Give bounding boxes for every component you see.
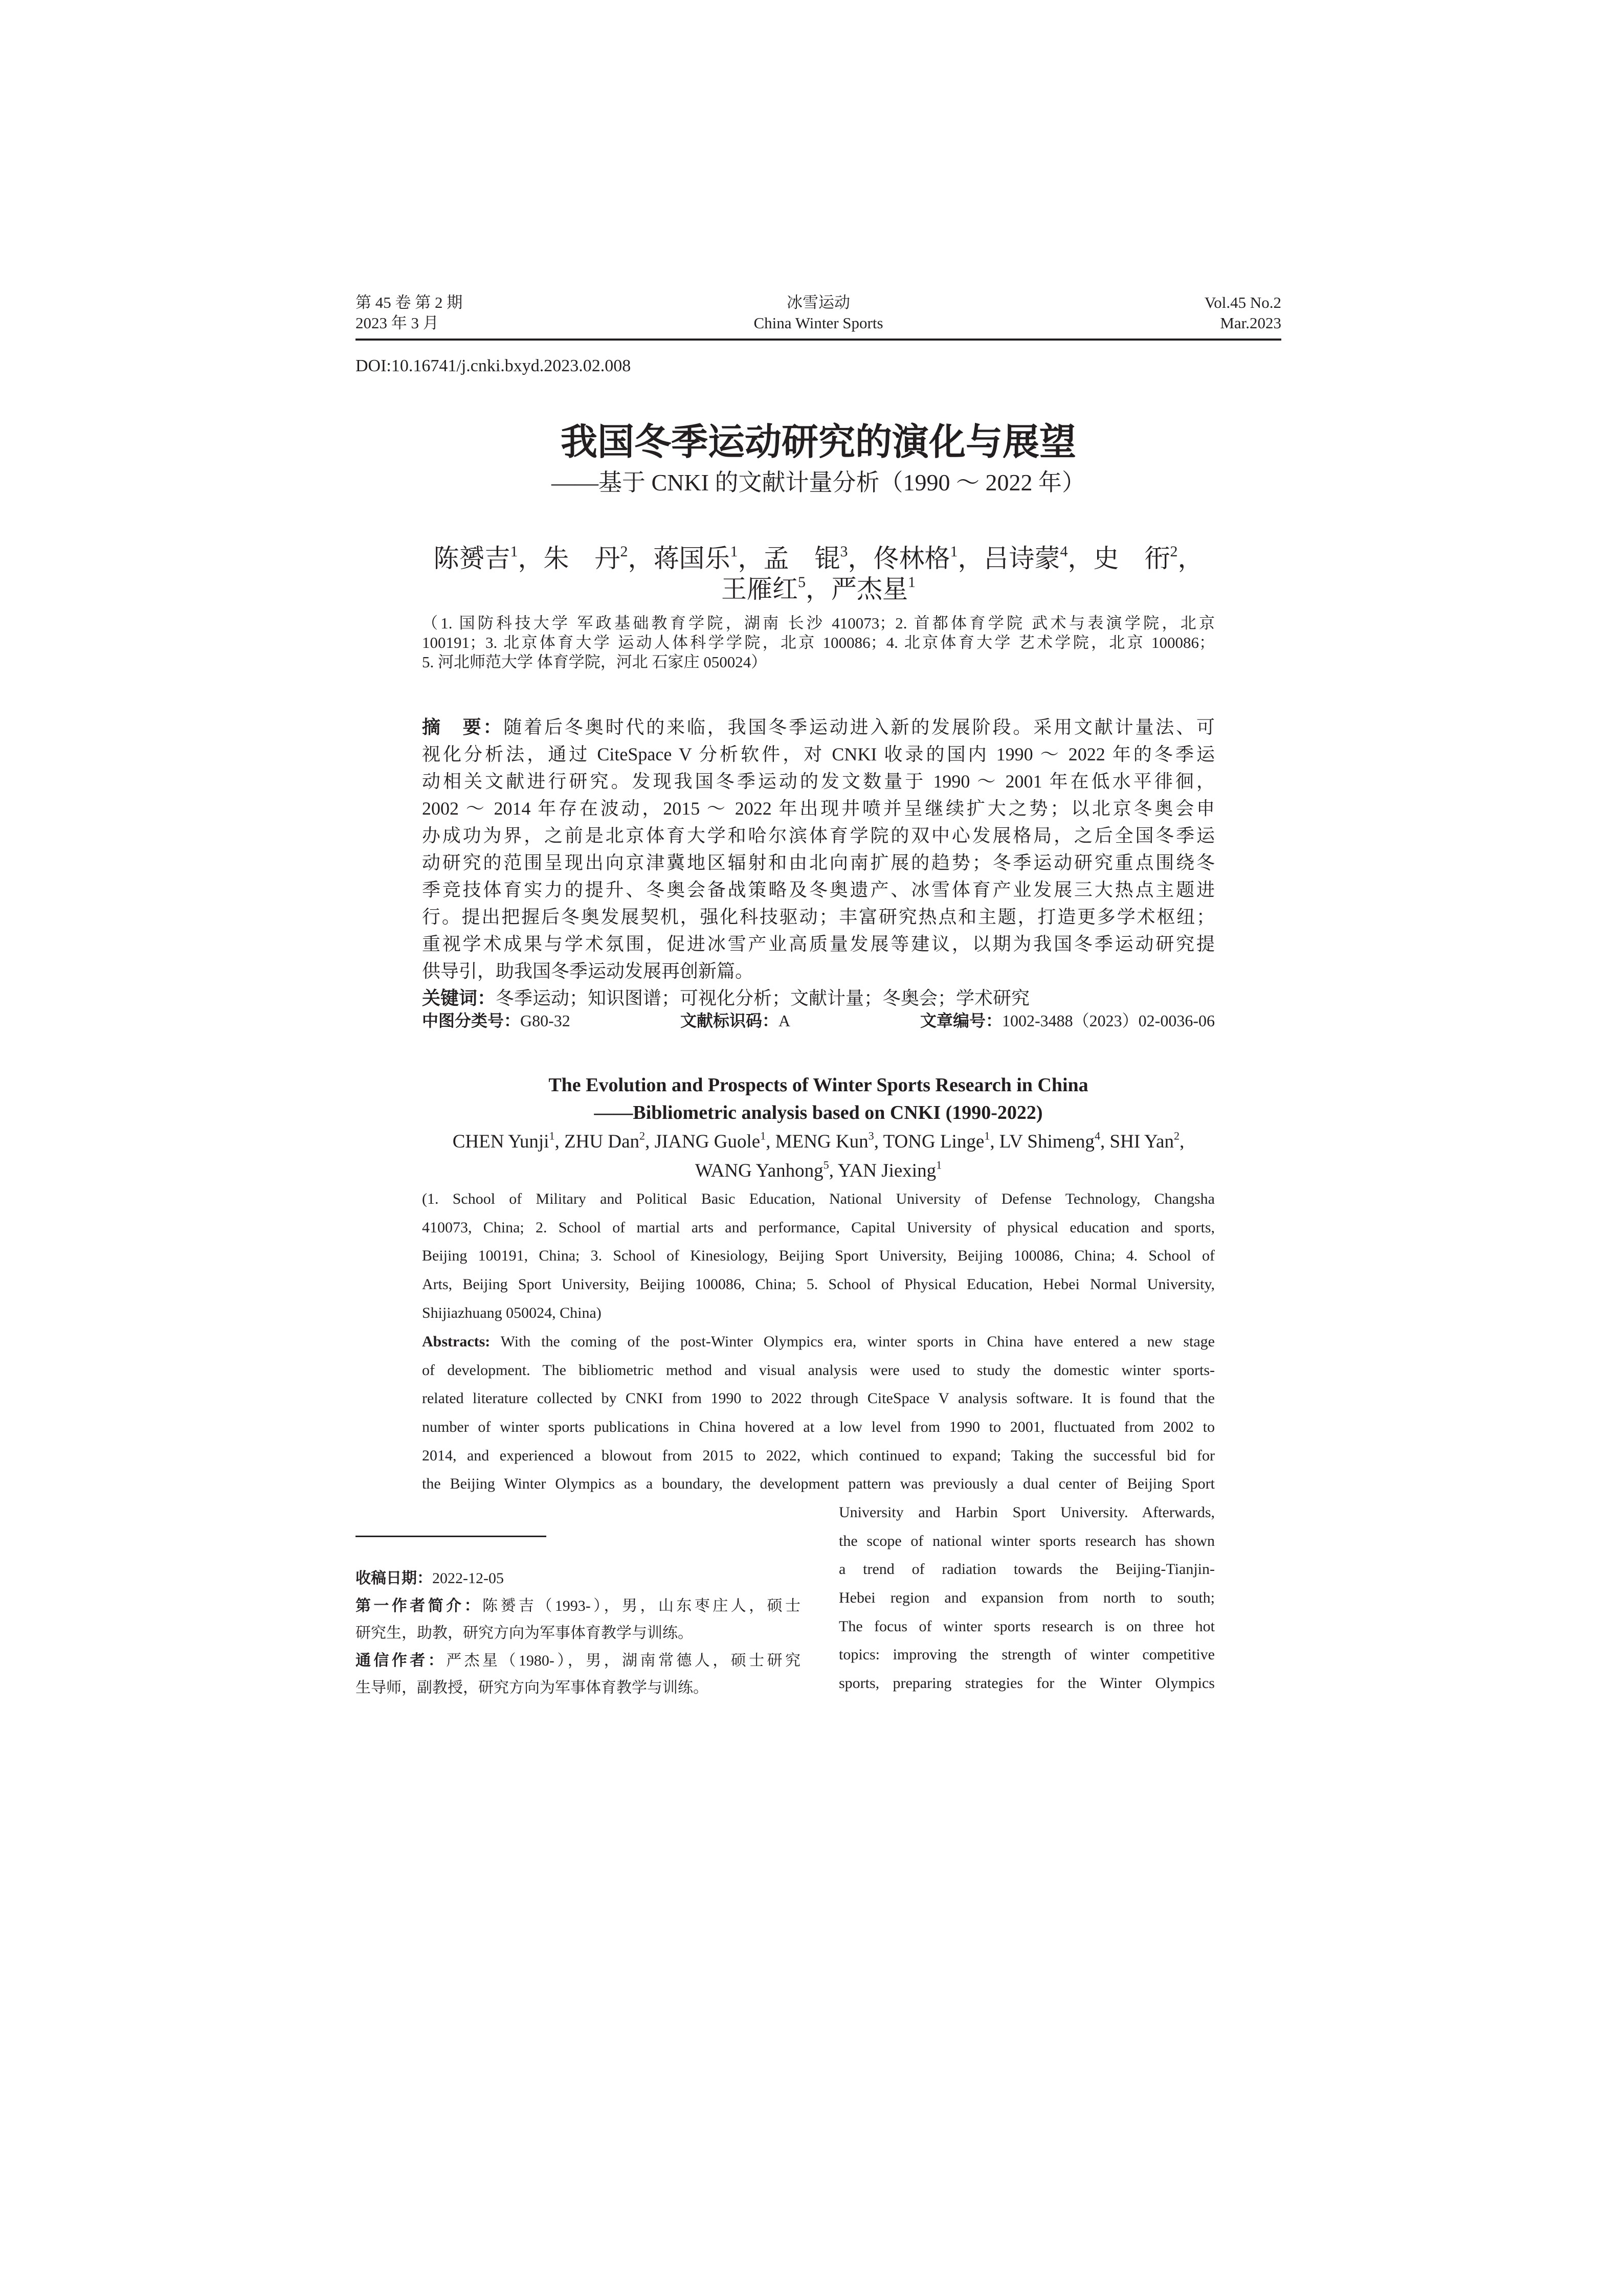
author-name: TONG Linge bbox=[883, 1131, 985, 1152]
header-journal bbox=[665, 292, 972, 333]
clc-label: 中图分类号： bbox=[422, 1011, 521, 1030]
abstract-en-line: related literature collected by CNKI from 1990 to 2022 through CiteSpace V analysis software. It is found that the bbox=[422, 1390, 1215, 1407]
abstract-en-line: a trend of radiation towards the Beijing-Tianjin- bbox=[839, 1561, 1215, 1578]
author-name: 严杰星 bbox=[831, 575, 908, 603]
corresponding-label: 通信作者： bbox=[355, 1652, 447, 1669]
author bbox=[999, 1131, 1100, 1152]
author bbox=[831, 575, 916, 603]
affiliation-en-line: Arts, Beijing Sport University, Beijing 100086, China; 5. School of Physical Education, Hebei Normal University, bbox=[422, 1276, 1215, 1293]
author-name: JIANG Guole bbox=[654, 1131, 761, 1152]
keywords-label: 关键词： bbox=[422, 988, 496, 1008]
article-number bbox=[920, 1009, 1215, 1032]
author-name: 史 衎 bbox=[1093, 544, 1170, 573]
header-volume: 第 45 卷 第 2 期 bbox=[355, 294, 463, 311]
author-name: WANG Yanhong bbox=[695, 1160, 824, 1181]
author bbox=[764, 544, 848, 573]
affiliation-en-line: (1. School of Military and Political Basic Education, National University of Defense Technology, Changsha bbox=[422, 1190, 1215, 1207]
received-date bbox=[355, 1565, 800, 1592]
author-affiliation-mark: 4 bbox=[1094, 1129, 1101, 1142]
author-affiliation-mark: 3 bbox=[840, 543, 848, 560]
author bbox=[453, 1131, 555, 1152]
abstract-cn-line: 重视学术成果与学术氛围，促进冰雪产业高质量发展等建议，以期为我国冬季运动研究提 bbox=[422, 934, 1215, 954]
journal-name-en: China Winter Sports bbox=[753, 314, 883, 332]
document-code bbox=[680, 1009, 790, 1032]
author bbox=[654, 544, 738, 573]
subtitle-cn: ——基于 CNKI 的文献计量分析（1990 ～ 2022 年） bbox=[551, 469, 1085, 496]
author bbox=[544, 544, 628, 573]
subtitle-en: ——Bibliometric analysis based on CNKI (1990-2022) bbox=[594, 1102, 1043, 1123]
author-affiliation-mark: 1 bbox=[549, 1129, 555, 1142]
keywords-cn bbox=[422, 985, 1215, 1012]
author-affiliation-mark: 5 bbox=[823, 1158, 829, 1172]
author-name: SHI Yan bbox=[1109, 1131, 1174, 1152]
author-affiliation-mark: 2 bbox=[1173, 1129, 1180, 1142]
abstract-en-line: Hebei region and expansion from north to south; bbox=[839, 1589, 1215, 1607]
author bbox=[434, 544, 518, 573]
author bbox=[655, 1131, 766, 1152]
header-date-cn: 2023 年 3 月 bbox=[355, 314, 439, 332]
abstract-cn bbox=[422, 714, 1215, 1012]
abstract-en-line: number of winter sports publications in China hovered at a low level from 1990 to 2001, fluctuated from 2002 to bbox=[422, 1419, 1215, 1436]
abstract-cn-line: 季竞技体育实力的提升、冬奥会备战策略及冬奥遗产、冰雪体育产业发展三大热点主题进 bbox=[422, 880, 1215, 900]
author-name: 王雁红 bbox=[721, 575, 798, 603]
article-number-label: 文章编号： bbox=[920, 1011, 1003, 1030]
abstract-en bbox=[422, 1327, 1215, 1498]
author bbox=[721, 575, 806, 603]
affiliation-cn-line: 5. 河北师范大学 体育学院，河北 石家庄 050024） bbox=[422, 653, 767, 671]
abstract-cn-line: 动相关文献进行研究。发现我国冬季运动的发文数量于 1990 ～ 2001 年在低水平徘徊， bbox=[422, 771, 1215, 792]
abstract-en-line: of development. The bibliometric method and visual analysis were used to study the domestic winter sports- bbox=[422, 1361, 1215, 1379]
abstract-en-line: sports, preparing strategies for the Winter Olympics bbox=[839, 1675, 1215, 1692]
author-name: MENG Kun bbox=[775, 1131, 869, 1152]
author bbox=[695, 1160, 829, 1181]
affiliations-en bbox=[422, 1185, 1215, 1327]
corresponding-author bbox=[355, 1647, 800, 1675]
affiliation-cn-line: （1. 国防科技大学 军政基础教育学院，湖南 长沙 410073；2. 首都体育学院 武术与表演学院，北京 bbox=[422, 614, 1215, 632]
abstract-en-line: the Beijing Winter Olympics as a boundary, the development pattern was previously a dual center of Beijing Sport bbox=[422, 1475, 1215, 1493]
author-name: 朱 丹 bbox=[543, 544, 620, 573]
journal-name-cn: 冰雪运动 bbox=[787, 294, 850, 311]
author-affiliation-mark: 2 bbox=[639, 1129, 646, 1142]
author-name: 吕诗蒙 bbox=[983, 544, 1060, 573]
author-affiliation-mark: 3 bbox=[868, 1129, 874, 1142]
author bbox=[984, 544, 1068, 573]
author-name: 蒋国乐 bbox=[653, 544, 730, 573]
abstract-cn-line: 办成功为界，之前是北京体育大学和哈尔滨体育学院的双中心发展格局，之后全国冬季运 bbox=[422, 825, 1215, 846]
author-affiliation-mark: 2 bbox=[620, 543, 628, 560]
first-author-bio bbox=[355, 1592, 800, 1620]
author-name: ZHU Dan bbox=[564, 1131, 639, 1152]
affiliation-cn-line: 100191；3. 北京体育大学 运动人体科学学院，北京 100086；4. 北京体育大学 艺术学院，北京 100086； bbox=[422, 634, 1215, 651]
document-code-label: 文献标识码： bbox=[680, 1011, 779, 1030]
affiliation-en-line: Beijing 100191, China; 3. School of Kinesiology, Beijing Sport University, Beijing 100086, China; 4. School of bbox=[422, 1247, 1215, 1265]
author-affiliation-mark: 1 bbox=[936, 1158, 942, 1172]
title-en: The Evolution and Prospects of Winter Sports Research in China bbox=[548, 1074, 1088, 1096]
footnotes bbox=[355, 1565, 800, 1702]
author bbox=[1094, 544, 1178, 573]
header-rule bbox=[355, 339, 1281, 341]
received-value: 2022-12-05 bbox=[432, 1570, 504, 1587]
author bbox=[1110, 1131, 1180, 1152]
author-affiliation-mark: 4 bbox=[1060, 543, 1068, 560]
abstract-cn-line: 视化分析法，通过 CiteSpace V 分析软件，对 CNKI 收录的国内 1990 ～ 2022 年的冬季运 bbox=[422, 744, 1215, 764]
abstract-en-column bbox=[839, 1498, 1215, 1698]
author-name: CHEN Yunji bbox=[452, 1131, 549, 1152]
affiliation-en-line: 410073, China; 2. School of martial arts and performance, Capital University of physical education and sports, bbox=[422, 1219, 1215, 1236]
author-affiliation-mark: 1 bbox=[730, 543, 738, 560]
affiliation-en-line: Shijiazhuang 050024, China) bbox=[422, 1304, 602, 1321]
author-affiliation-mark: 1 bbox=[510, 543, 518, 560]
author-name: 孟 锟 bbox=[763, 544, 840, 573]
author-affiliation-mark: 1 bbox=[984, 1129, 990, 1142]
author-name: 陈赟吉 bbox=[433, 544, 510, 573]
first-author-text: 陈赟吉（1993-），男，山东枣庄人，硕士 bbox=[482, 1597, 800, 1614]
article-number-value: 1002-3488（2023）02-0036-06 bbox=[1002, 1011, 1215, 1030]
keywords-value: 冬季运动；知识图谱；可视化分析；文献计量；冬奥会；学术研究 bbox=[496, 988, 1030, 1008]
title-cn: 我国冬季运动研究的演化与展望 bbox=[560, 422, 1076, 463]
header-vol-en bbox=[1205, 292, 1281, 333]
first-author-bio-cont: 研究生，助教，研究方向为军事体育教学与训练。 bbox=[355, 1625, 693, 1641]
clc-value: G80-32 bbox=[520, 1011, 570, 1030]
author-name: YAN Jiexing bbox=[837, 1160, 937, 1181]
abstract-cn-line: 供导引，助我国冬季运动发展再创新篇。 bbox=[422, 961, 754, 981]
authors-cn: 陈赟吉$^1$，朱 丹$^2$，蒋国乐$^1$，孟 锟$^3$，佟林格$^1$，吕诗蒙$^4$，史 衎$^2$， 王雁红$^5$，严杰星$^1$ bbox=[433, 543, 1204, 603]
doi: DOI:10.16741/j.cnki.bxyd.2023.02.008 bbox=[355, 356, 631, 375]
first-author-label: 第一作者简介： bbox=[355, 1597, 483, 1614]
author bbox=[775, 1131, 874, 1152]
abstract-cn-line: 行。提出把握后冬奥发展契机，强化科技驱动；丰富研究热点和主题，打造更多学术枢纽； bbox=[422, 907, 1215, 927]
abstract-en-label: Abstracts: bbox=[422, 1333, 491, 1350]
abstract-en-line: the scope of national winter sports research has shown bbox=[839, 1532, 1215, 1549]
abstract-en-line: University and Harbin Sport University. Afterwards, bbox=[839, 1504, 1215, 1521]
authors-en: CHEN Yunji$^1$, ZHU Dan$^2$, JIANG Guole$^1$, MENG Kun$^3$, TONG Linge$^1$, LV Shimeng$^4$, SHI Yan$^2$, WANG Yanhong$^5$, YAN Jiexing$^1$ bbox=[452, 1129, 1185, 1181]
clc-number bbox=[422, 1009, 570, 1032]
abstract-en-text: With the coming of the post-Winter Olympics era, winter sports in China have entered a new stage bbox=[500, 1333, 1215, 1350]
header-month-year: Mar.2023 bbox=[1220, 314, 1281, 332]
header-volume-issue bbox=[355, 292, 462, 333]
author-affiliation-mark: 1 bbox=[908, 574, 916, 591]
abstract-en-line bbox=[422, 1327, 1215, 1356]
author-affiliation-mark: 1 bbox=[950, 543, 958, 560]
author-affiliation-mark: 5 bbox=[798, 574, 806, 591]
abstract-cn-label: 摘 要： bbox=[422, 717, 504, 737]
abstract-cn-line: 2002 ～ 2014 年存在波动，2015 ～ 2022 年出现井喷并呈继续扩大之势；以北京冬奥会申 bbox=[422, 798, 1215, 819]
document-code-value: A bbox=[778, 1011, 791, 1030]
abstract-en-line: The focus of winter sports research is on three hot bbox=[839, 1617, 1215, 1635]
abstract-cn-line bbox=[422, 714, 1215, 741]
author bbox=[874, 544, 958, 573]
received-label: 收稿日期： bbox=[355, 1570, 432, 1587]
corresponding-text: 严杰星（1980-），男，湖南常德人，硕士研究 bbox=[446, 1652, 800, 1669]
affiliations-cn bbox=[422, 614, 1215, 672]
author-affiliation-mark: 1 bbox=[760, 1129, 766, 1142]
abstract-cn-line: 动研究的范围呈现出向京津冀地区辐射和由北向南扩展的趋势；冬季运动研究重点围绕冬 bbox=[422, 852, 1215, 873]
author-affiliation-mark: 2 bbox=[1170, 543, 1178, 560]
author-name: LV Shimeng bbox=[999, 1131, 1095, 1152]
abstract-en-line: topics: improving the strength of winter competitive bbox=[839, 1646, 1215, 1663]
abstract-en-line: 2014, and experienced a blowout from 2015 to 2022, which continued to expand; Taking the successful bid for bbox=[422, 1447, 1215, 1464]
author bbox=[838, 1160, 942, 1181]
footnote-rule bbox=[355, 1536, 546, 1537]
abstract-cn-text: 随着后冬奥时代的来临，我国冬季运动进入新的发展阶段。采用文献计量法、可 bbox=[503, 717, 1215, 737]
author-name: 佟林格 bbox=[873, 544, 950, 573]
author bbox=[883, 1131, 990, 1152]
corresponding-author-cont: 生导师，副教授，研究方向为军事体育教学与训练。 bbox=[355, 1679, 708, 1696]
author bbox=[564, 1131, 645, 1152]
header-vol-no: Vol.45 No.2 bbox=[1204, 294, 1281, 311]
